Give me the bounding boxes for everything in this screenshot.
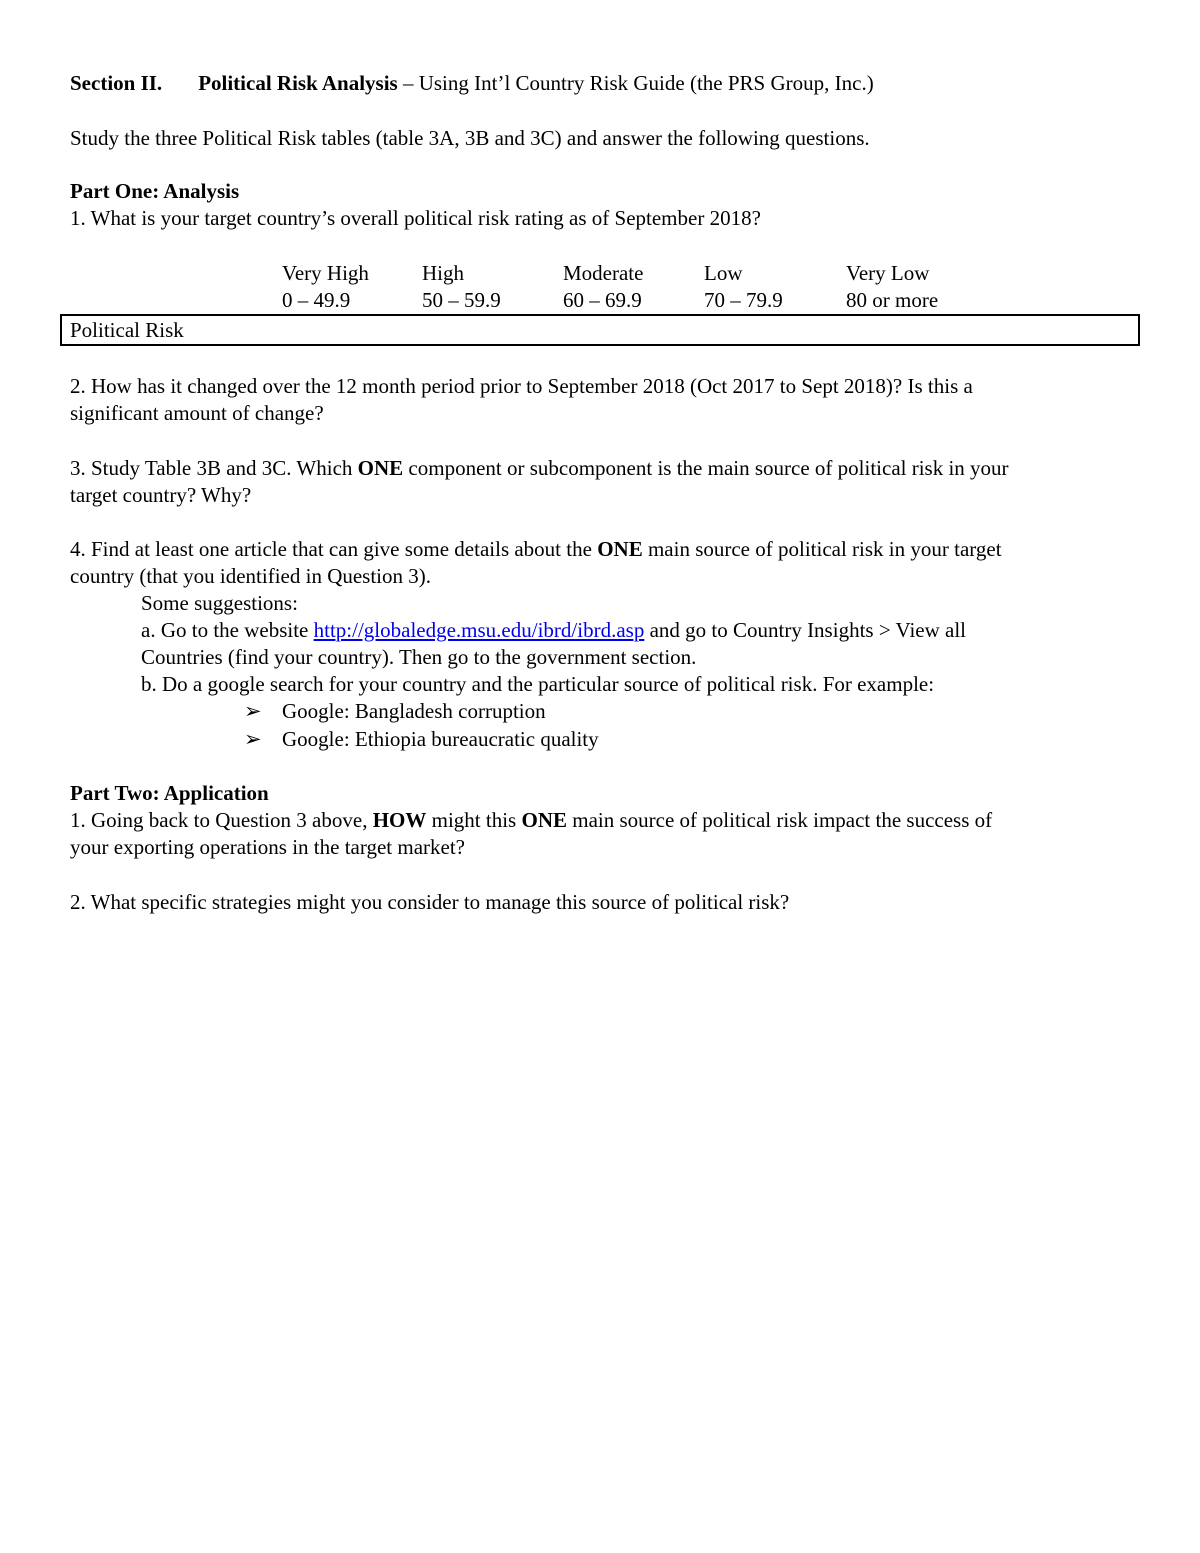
bullet-item: Google: Ethiopia bureaucratic quality (282, 727, 599, 751)
question-4-line-2: country (that you identified in Question 3). (70, 564, 432, 588)
p2q1-emphasis-how: HOW (372, 808, 427, 832)
arrow-bullet-icon: ➢ (244, 727, 262, 751)
scale-label-very-low: Very Low (846, 261, 930, 285)
suggestion-b: b. Do a google search for your country and the particular source of political risk. For example: (141, 672, 935, 696)
p2q1-text-c: might this (426, 808, 522, 832)
suggestion-a-line-2: Countries (find your country). Then go to the government section. (141, 645, 697, 669)
question-3-line-1 (70, 455, 1009, 482)
suggestion-a-line-1 (141, 617, 966, 644)
arrow-bullet-icon: ➢ (244, 699, 262, 723)
part-two-question-2: 2. What specific strategies might you consider to manage this source of political risk? (70, 890, 790, 914)
bullet-item: Google: Bangladesh corruption (282, 699, 546, 723)
part-two-question-1-line-1 (70, 807, 992, 834)
question-3-line-2: target country? Why? (70, 483, 252, 507)
scale-range-moderate: 60 – 69.9 (563, 288, 642, 312)
q4-emphasis: ONE (597, 537, 643, 561)
suggestions-label: Some suggestions: (141, 591, 298, 615)
suggestion-a-suffix: and go to Country Insights > View all (644, 618, 967, 642)
part-two-heading: Part Two: Application (70, 781, 269, 805)
scale-range-low: 70 – 79.9 (704, 288, 783, 312)
suggestion-a-prefix: a. Go to the website (141, 618, 314, 642)
part-one-heading: Part One: Analysis (70, 179, 240, 203)
globaledge-link[interactable]: http://globaledge.msu.edu/ibrd/ibrd.asp (313, 618, 645, 642)
p2q1-text-a: 1. Going back to Question 3 above, (70, 808, 373, 832)
question-1: 1. What is your target country’s overall political risk rating as of September 2018? (70, 206, 761, 230)
section-header (70, 70, 874, 97)
scale-range-very-low: 80 or more (846, 288, 939, 312)
intro-text: Study the three Political Risk tables (table 3A, 3B and 3C) and answer the following questions. (70, 126, 870, 150)
political-risk-row (60, 314, 1140, 346)
q4-text-c: main source of political risk in your target (642, 537, 1002, 561)
p2q1-emphasis-one: ONE (521, 808, 567, 832)
q3-text-a: 3. Study Table 3B and 3C. Which (70, 456, 358, 480)
scale-range-very-high: 0 – 49.9 (282, 288, 351, 312)
q3-emphasis: ONE (357, 456, 404, 480)
section-label: Section II. (70, 71, 163, 95)
scale-label-very-high: Very High (282, 261, 369, 285)
political-risk-label: Political Risk (70, 318, 184, 342)
q4-text-a: 4. Find at least one article that can give some details about the (70, 537, 598, 561)
p2q1-text-e: main source of political risk impact the success of (567, 808, 993, 832)
section-subtitle: – Using Int’l Country Risk Guide (the PRS Group, Inc.) (397, 71, 874, 95)
question-2-line-2: significant amount of change? (70, 401, 324, 425)
part-two-question-1-line-2: your exporting operations in the target market? (70, 835, 465, 859)
question-2-line-1: 2. How has it changed over the 12 month period prior to September 2018 (Oct 2017 to Sept 2018)? Is this a (70, 374, 973, 398)
scale-label-low: Low (704, 261, 743, 285)
q3-text-c: component or subcomponent is the main source of political risk in your (403, 456, 1009, 480)
section-title: Political Risk Analysis (198, 71, 398, 95)
scale-label-moderate: Moderate (563, 261, 644, 285)
scale-label-high: High (422, 261, 464, 285)
question-4-line-1 (70, 536, 1002, 563)
scale-range-high: 50 – 59.9 (422, 288, 501, 312)
